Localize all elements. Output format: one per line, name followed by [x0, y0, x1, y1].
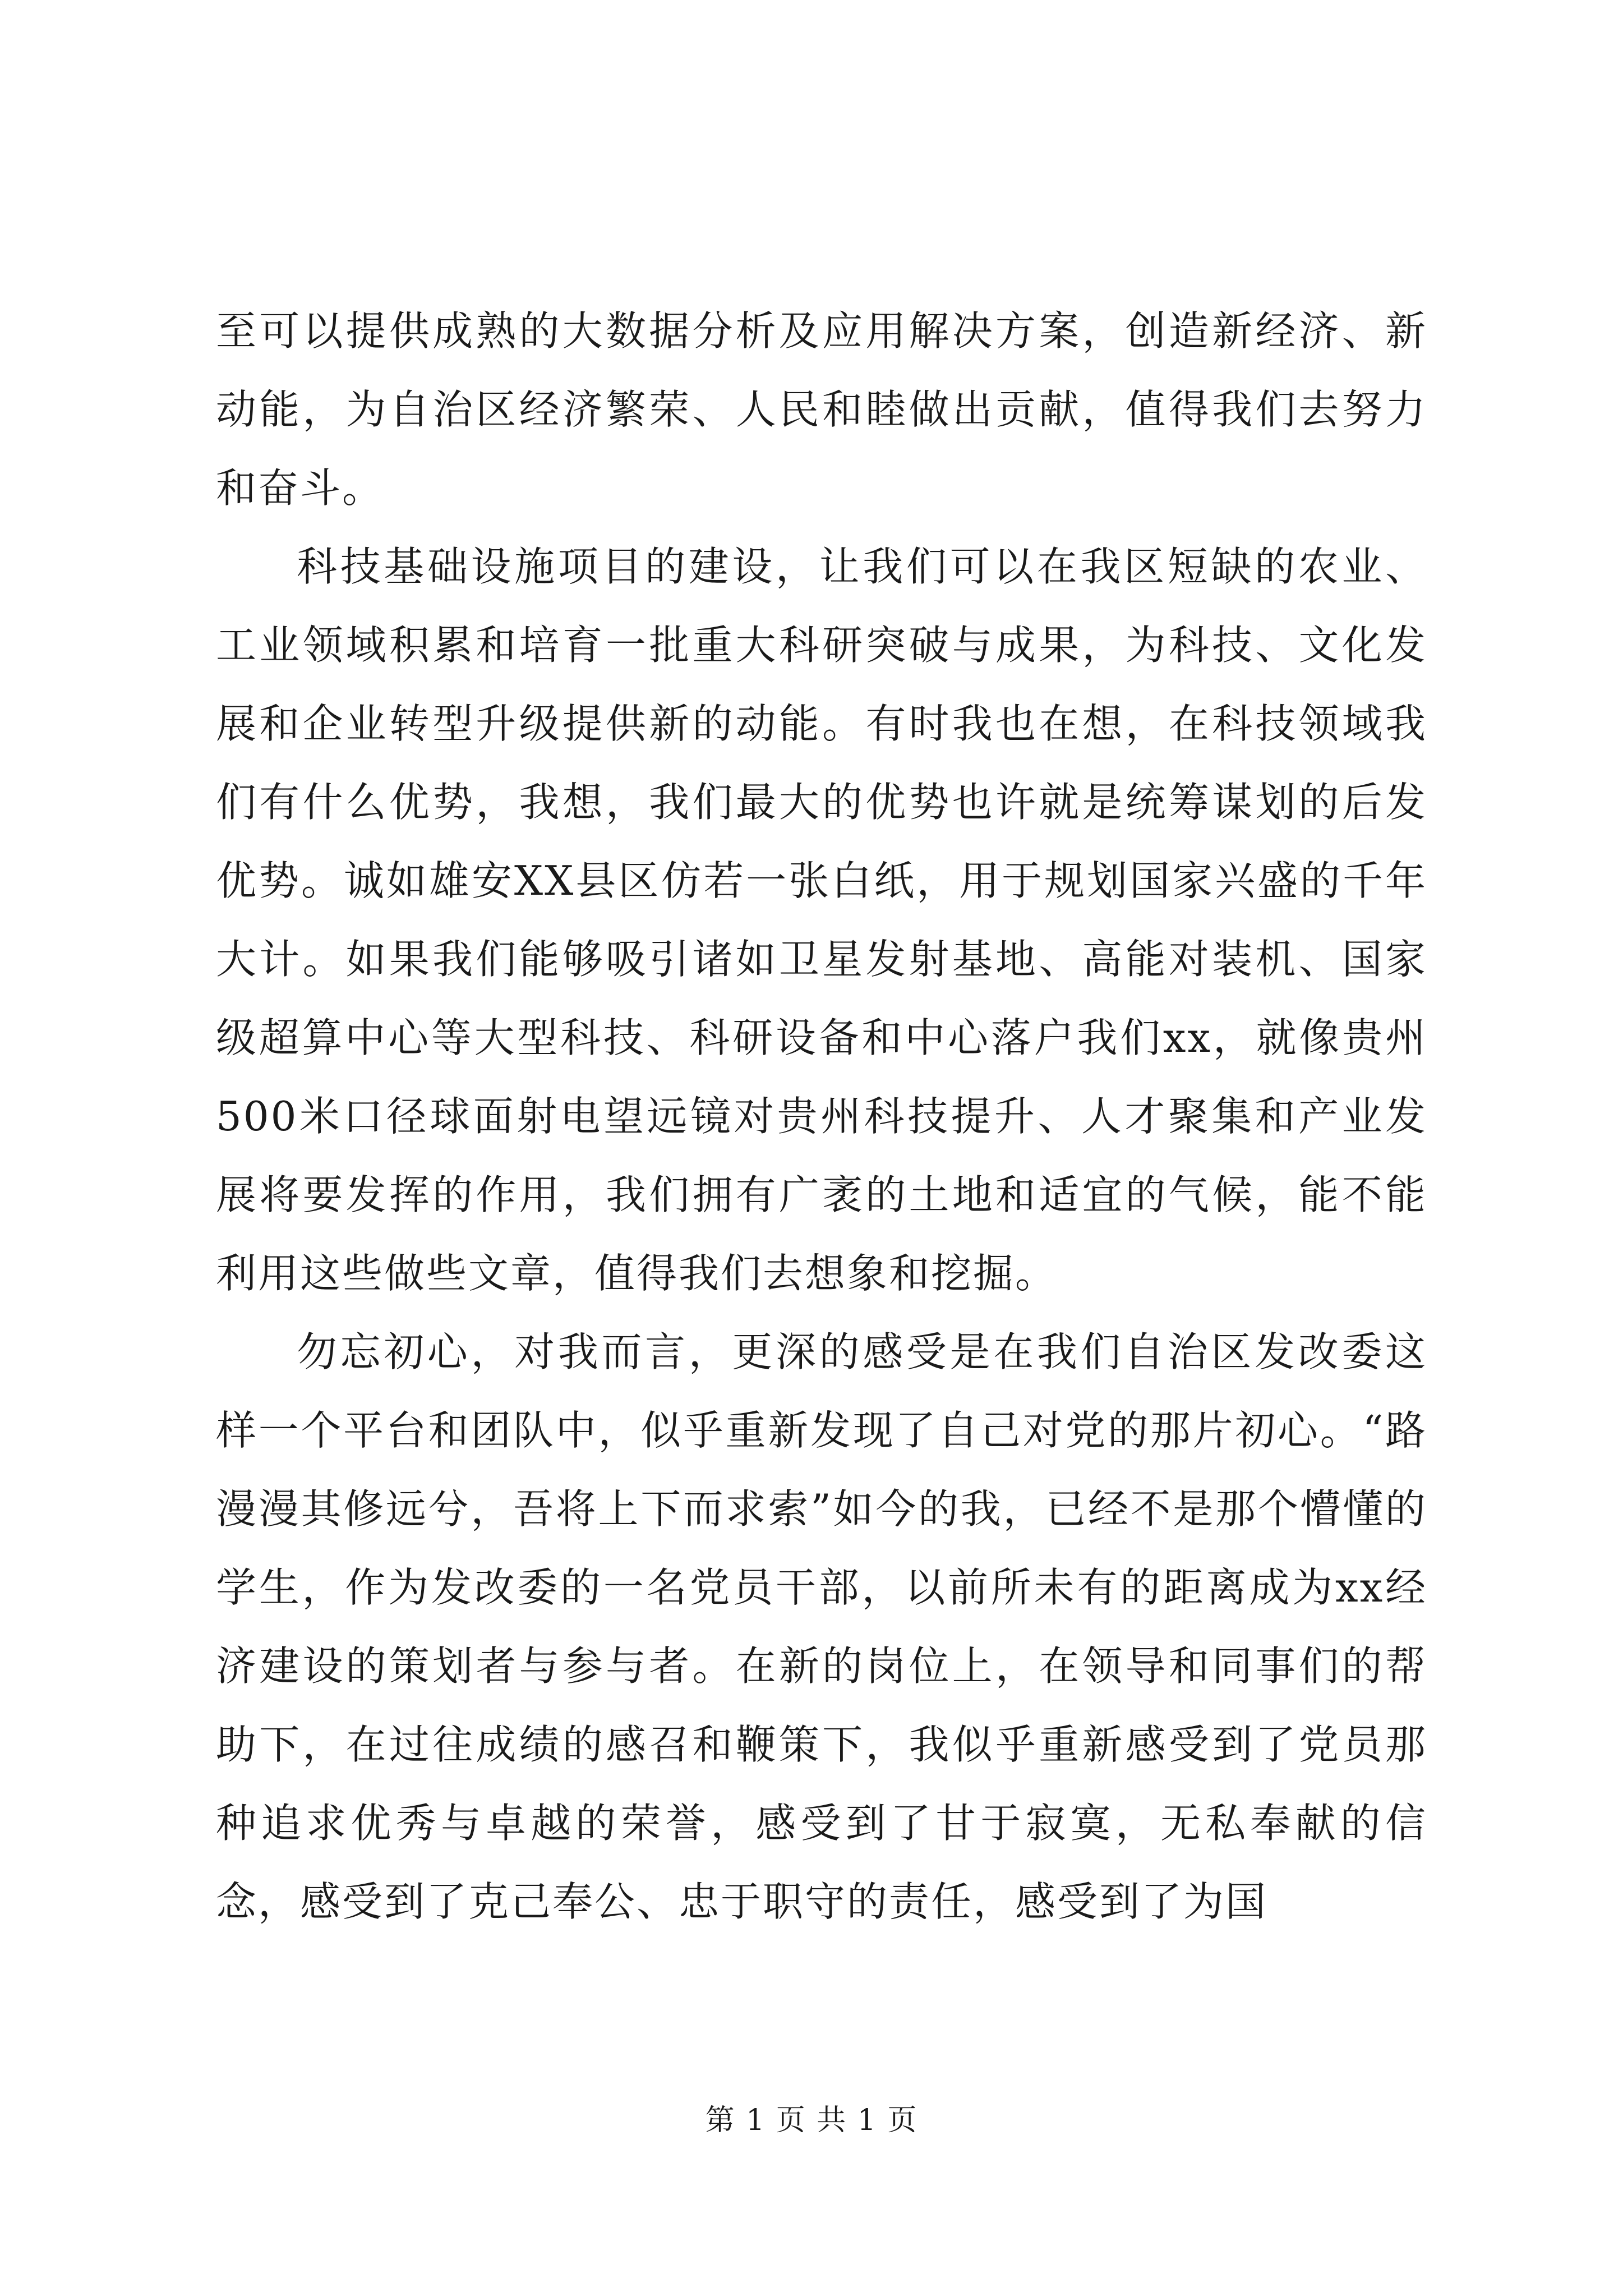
- page-footer: 第 1 页 共 1 页: [705, 2104, 918, 2137]
- document-body: [216, 292, 1427, 1941]
- paragraph: 勿忘初心，对我而言，更深的感受是在我们自治区发改委这样一个平台和团队中，似乎重新发现了自己对党的那片初心。“路漫漫其修远兮，吾将上下而求索”如今的我，已经不是那个懵懂的学生，作为发改委的一名党员干部，以前所未有的距离成为xx经济建设的策划者与参与者。在新的岗位上，在领导和同事们的帮助下，在过往成绩的感召和鞭策下，我似乎重新感受到了党员那种追求优秀与卓越的荣誉，感受到了甘于寂寞，无私奉献的信念，感受到了克己奉公、忠于职守的责任，感受到了为国: [216, 1328, 1427, 1925]
- paragraph: 至可以提供成熟的大数据分析及应用解决方案，创造新经济、新动能，为自治区经济繁荣、人民和睦做出贡献，值得我们去努力和奋斗。: [216, 307, 1427, 512]
- paragraph: 科技基础设施项目的建设，让我们可以在我区短缺的农业、工业领域积累和培育一批重大科研突破与成果，为科技、文化发展和企业转型升级提供新的动能。有时我也在想，在科技领域我们有什么优势，我想，我们最大的优势也许就是统筹谋划的后发优势。诚如雄安XX县区仿若一张白纸，用于规划国家兴盛的千年大计。如果我们能够吸引诸如卫星发射基地、高能对装机、国家级超算中心等大型科技、科研设备和中心落户我们xx，就像贵州500米口径球面射电望远镜对贵州科技提升、人才聚集和产业发展将要发挥的作用，我们拥有广袤的土地和适宜的气候，能不能利用这些做些文章，值得我们去想象和挖掘。: [216, 543, 1427, 1297]
